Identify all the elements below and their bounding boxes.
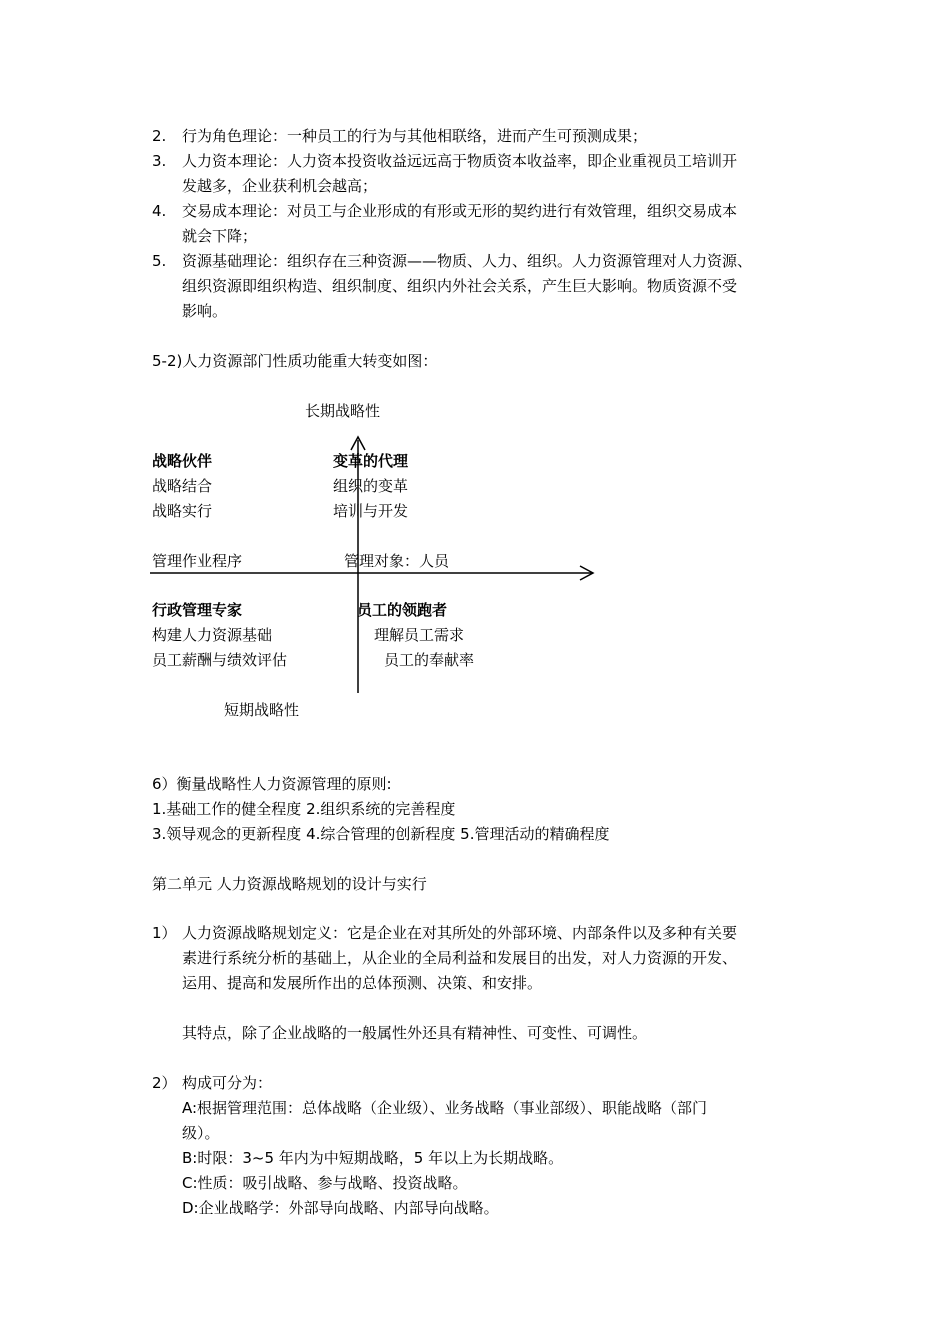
theory-2-text: 行为角色理论：一种员工的行为与其他相联络，进而产生可预测成果；	[182, 127, 648, 145]
composition-item: A:根据管理范围：总体战略（企业级）、业务战略（事业部级）、职能战略（部门	[182, 1099, 708, 1117]
quadrant-item: 组织的变革	[333, 477, 409, 495]
unit-2-title: 第二单元 人力资源战略规划的设计与实行	[152, 875, 427, 893]
quadrant-item: 员工的奉献率	[384, 651, 475, 669]
quadrant-change-agent-title: 变革的代理	[333, 452, 409, 470]
composition-title: 构成可分为：	[182, 1074, 273, 1092]
axis-bottom-label: 短期战略性	[224, 701, 300, 719]
section-6-line: 1.基础工作的健全程度 2.组织系统的完善程度	[152, 800, 456, 818]
quadrant-strategic-partner-title: 战略伙伴	[152, 452, 213, 470]
theory-5-text: 资源基础理论：组织存在三种资源——物质、人力、组织。人力资源管理对人力资源、	[182, 252, 753, 270]
axis-left-label: 管理作业程序	[152, 552, 243, 570]
list-number: 1）	[152, 924, 177, 942]
quadrant-employee-champion-title: 员工的领跑者	[357, 601, 448, 619]
composition-item: B:时限：3~5 年内为中短期战略，5 年以上为长期战略。	[182, 1149, 564, 1167]
feature-text: 其特点，除了企业战略的一般属性外还具有精神性、可变性、可调性。	[182, 1024, 648, 1042]
quadrant-item: 战略实行	[152, 502, 213, 520]
theory-5-text-cont: 组织资源即组织构造、组织制度、组织内外社会关系，产生巨大影响。物质资源不受	[182, 277, 738, 295]
list-number: 4.	[152, 202, 167, 220]
theory-3-text-cont: 发越多，企业获利机会越高；	[182, 177, 378, 195]
quadrant-item: 培训与开发	[333, 502, 409, 520]
axis-top-label: 长期战略性	[305, 402, 381, 420]
quadrant-item: 构建人力资源基础	[152, 626, 273, 644]
list-number: 2.	[152, 127, 167, 145]
theory-5-text-cont: 影响。	[182, 302, 228, 320]
composition-item: D:企业战略学：外部导向战略、内部导向战略。	[182, 1199, 499, 1217]
quadrant-item: 员工薪酬与绩效评估	[152, 651, 288, 669]
composition-item-cont: 级）。	[182, 1124, 220, 1142]
section-6-heading: 6）衡量战略性人力资源管理的原则:	[152, 775, 392, 793]
quadrant-item: 战略结合	[152, 477, 213, 495]
section-6-line: 3.领导观念的更新程度 4.综合管理的创新程度 5.管理活动的精确程度	[152, 825, 610, 843]
definition-text: 人力资源战略规划定义：它是企业在对其所处的外部环境、内部条件以及多种有关要	[182, 924, 738, 942]
theory-4-text: 交易成本理论：对员工与企业形成的有形或无形的契约进行有效管理，组织交易成本	[182, 202, 738, 220]
quadrant-admin-expert-title: 行政管理专家	[152, 601, 243, 619]
quadrant-item: 理解员工需求	[374, 626, 465, 644]
theory-3-text: 人力资本理论：人力资本投资收益远远高于物质资本收益率，即企业重视员工培训开	[182, 152, 738, 170]
definition-text-cont: 运用、提高和发展所作出的总体预测、决策、和安排。	[182, 974, 543, 992]
list-number: 2）	[152, 1074, 177, 1092]
composition-item: C:性质：吸引战略、参与战略、投资战略。	[182, 1174, 468, 1192]
section-5-2-heading: 5-2)人力资源部门性质功能重大转变如图：	[152, 352, 438, 370]
theory-4-text-cont: 就会下降；	[182, 227, 258, 245]
list-number: 5.	[152, 252, 167, 270]
definition-text-cont: 素进行系统分析的基础上，从企业的全局利益和发展目的出发，对人力资源的开发、	[182, 949, 738, 967]
axis-right-label: 管理对象：人员	[344, 552, 450, 570]
list-number: 3.	[152, 152, 167, 170]
